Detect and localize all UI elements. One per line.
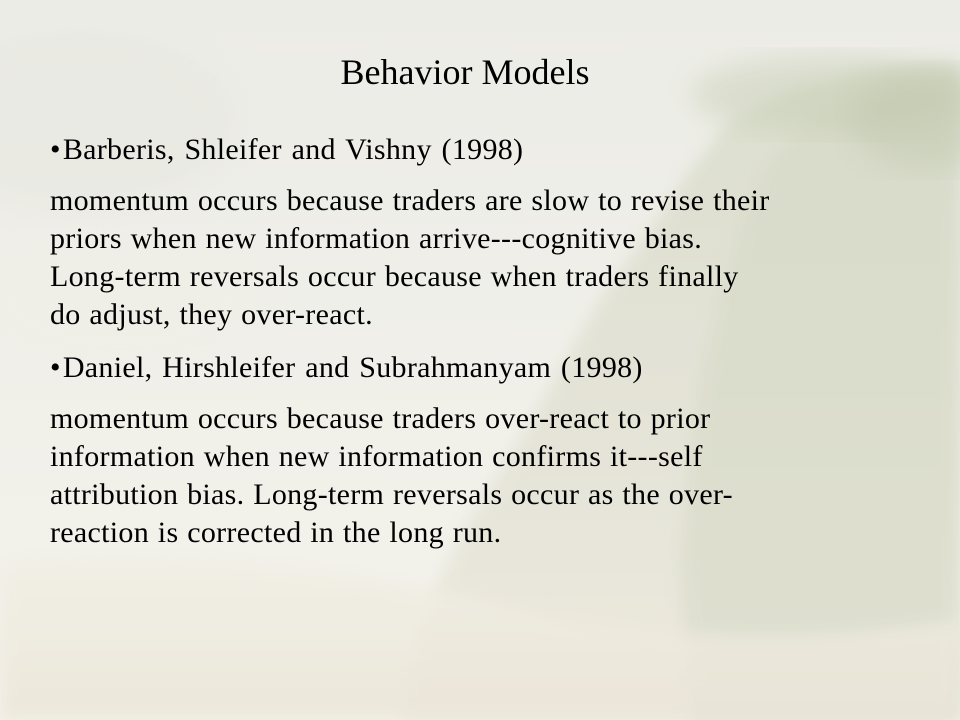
bullet-marker: •: [50, 351, 61, 384]
slide-body: [50, 130, 925, 552]
bullet-heading-text: Daniel, Hirshleifer and Subrahmanyam (1998): [62, 351, 643, 384]
paragraph-line: priors when new information arrive---cognitive bias.: [50, 222, 703, 255]
bullet-heading-text: Barberis, Shleifer and Vishny (1998): [62, 133, 524, 166]
paragraph-line: Long-term reversals occur because when traders finally: [50, 260, 739, 293]
paragraph-line: momentum occurs because traders are slow to revise their: [50, 184, 770, 217]
paragraph-line: reaction is corrected in the long run.: [50, 516, 502, 549]
paragraph-line: information when new information confirms it---self: [50, 440, 703, 473]
slide-title: Behavior Models: [340, 52, 590, 92]
paragraph-line: attribution bias. Long-term reversals occur as the over-: [50, 478, 733, 511]
bullet-marker: •: [50, 133, 61, 166]
bullet-heading-daniel: [50, 348, 925, 388]
paragraph-barberis: [50, 182, 925, 334]
paragraph-daniel: [50, 400, 925, 552]
paragraph-line: do adjust, they over-react.: [50, 298, 373, 331]
bullet-heading-barberis: [50, 130, 925, 170]
paragraph-line: momentum occurs because traders over-react to prior: [50, 402, 711, 435]
